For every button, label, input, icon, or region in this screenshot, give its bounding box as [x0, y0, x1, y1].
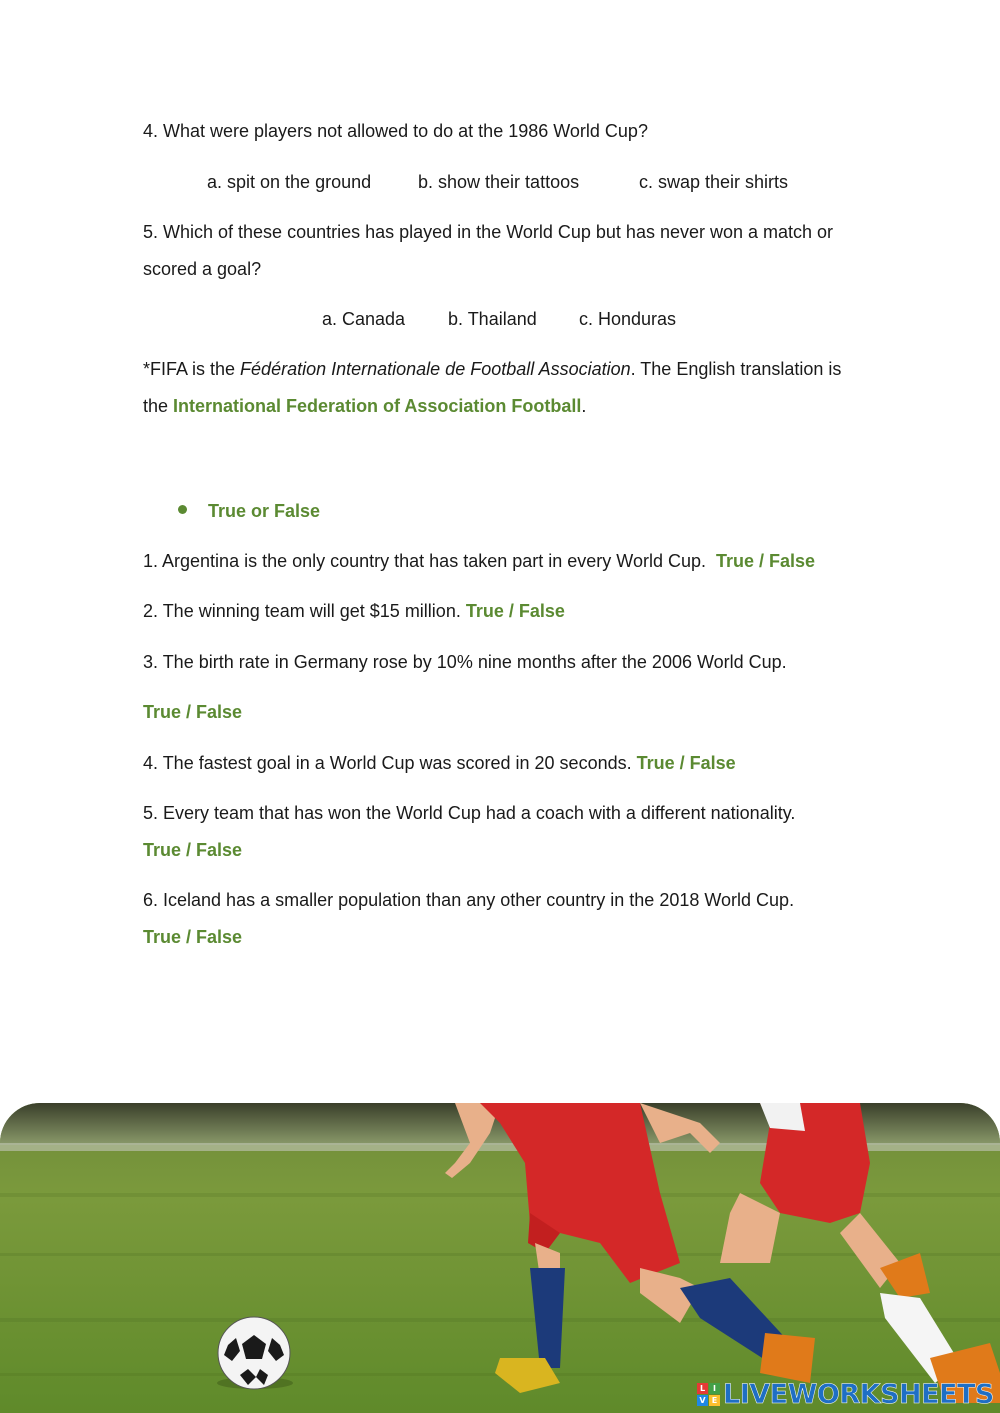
fifa-note-suffix: . The English translation is — [630, 359, 842, 379]
bullet-icon — [178, 505, 187, 514]
q5-option-a[interactable]: a. Canada — [322, 309, 406, 329]
tf-answer-5[interactable]: True / False — [143, 840, 243, 860]
liveworksheets-logo — [697, 1378, 994, 1410]
tf-answer-3[interactable]: True / False — [143, 702, 243, 722]
tf-statement-1-text: 1. Argentina is the only country that has taken part in every World Cup. — [143, 551, 706, 571]
tf-answer-1[interactable]: True / False — [716, 551, 816, 571]
fifa-note-line2-suffix: . — [581, 396, 587, 416]
q4-option-c[interactable]: c. swap their shirts — [639, 172, 789, 192]
fifa-english-name: International Federation of Association Football — [173, 396, 582, 416]
fifa-note-line-2 — [143, 394, 586, 418]
q4-option-b[interactable]: b. show their tattoos — [418, 172, 580, 192]
fifa-note-line-1 — [143, 357, 841, 381]
football-photo — [0, 1103, 1000, 1413]
logo-text: LIVEWORKSHEETS — [723, 1378, 994, 1410]
fifa-note-prefix: *FIFA is the — [143, 359, 241, 379]
tf-statement-3: 3. The birth rate in Germany rose by 10% nine months after the 2006 World Cup. — [143, 652, 787, 672]
fifa-note-line2-prefix: the — [143, 396, 174, 416]
question-4: 4. What were players not allowed to do at the 1986 World Cup? — [143, 121, 648, 141]
tf-answer-2[interactable]: True / False — [465, 601, 565, 621]
logo-letter-v: V — [697, 1395, 708, 1406]
tf-answer-6[interactable]: True / False — [143, 927, 243, 947]
logo-letter-l: L — [697, 1383, 708, 1394]
q5-option-c[interactable]: c. Honduras — [579, 309, 677, 329]
q4-option-a[interactable]: a. spit on the ground — [207, 172, 372, 192]
tf-statement-6: 6. Iceland has a smaller population than any other country in the 2018 World Cup. — [143, 890, 795, 910]
tf-statement-4 — [143, 751, 736, 775]
section-heading: True or False — [208, 501, 321, 521]
logo-grid-icon — [697, 1383, 720, 1406]
football-scene — [0, 1103, 1000, 1413]
q5-option-b[interactable]: b. Thailand — [448, 309, 537, 329]
tf-statement-5: 5. Every team that has won the World Cup had a coach with a different nationality. — [143, 803, 796, 823]
logo-letter-e: E — [709, 1395, 720, 1406]
tf-answer-4[interactable]: True / False — [636, 753, 736, 773]
tf-statement-1 — [143, 549, 815, 573]
question-5-line-2: scored a goal? — [143, 259, 262, 279]
question-5-line-1: 5. Which of these countries has played in the World Cup but has never won a match or — [143, 222, 834, 242]
tf-statement-2-text: 2. The winning team will get $15 million. — [143, 601, 461, 621]
logo-letter-i: I — [709, 1383, 720, 1394]
tf-statement-4-text: 4. The fastest goal in a World Cup was scored in 20 seconds. — [143, 753, 632, 773]
tf-statement-2 — [143, 599, 565, 623]
fifa-french-name: Fédération Internationale de Football Association — [240, 359, 631, 379]
